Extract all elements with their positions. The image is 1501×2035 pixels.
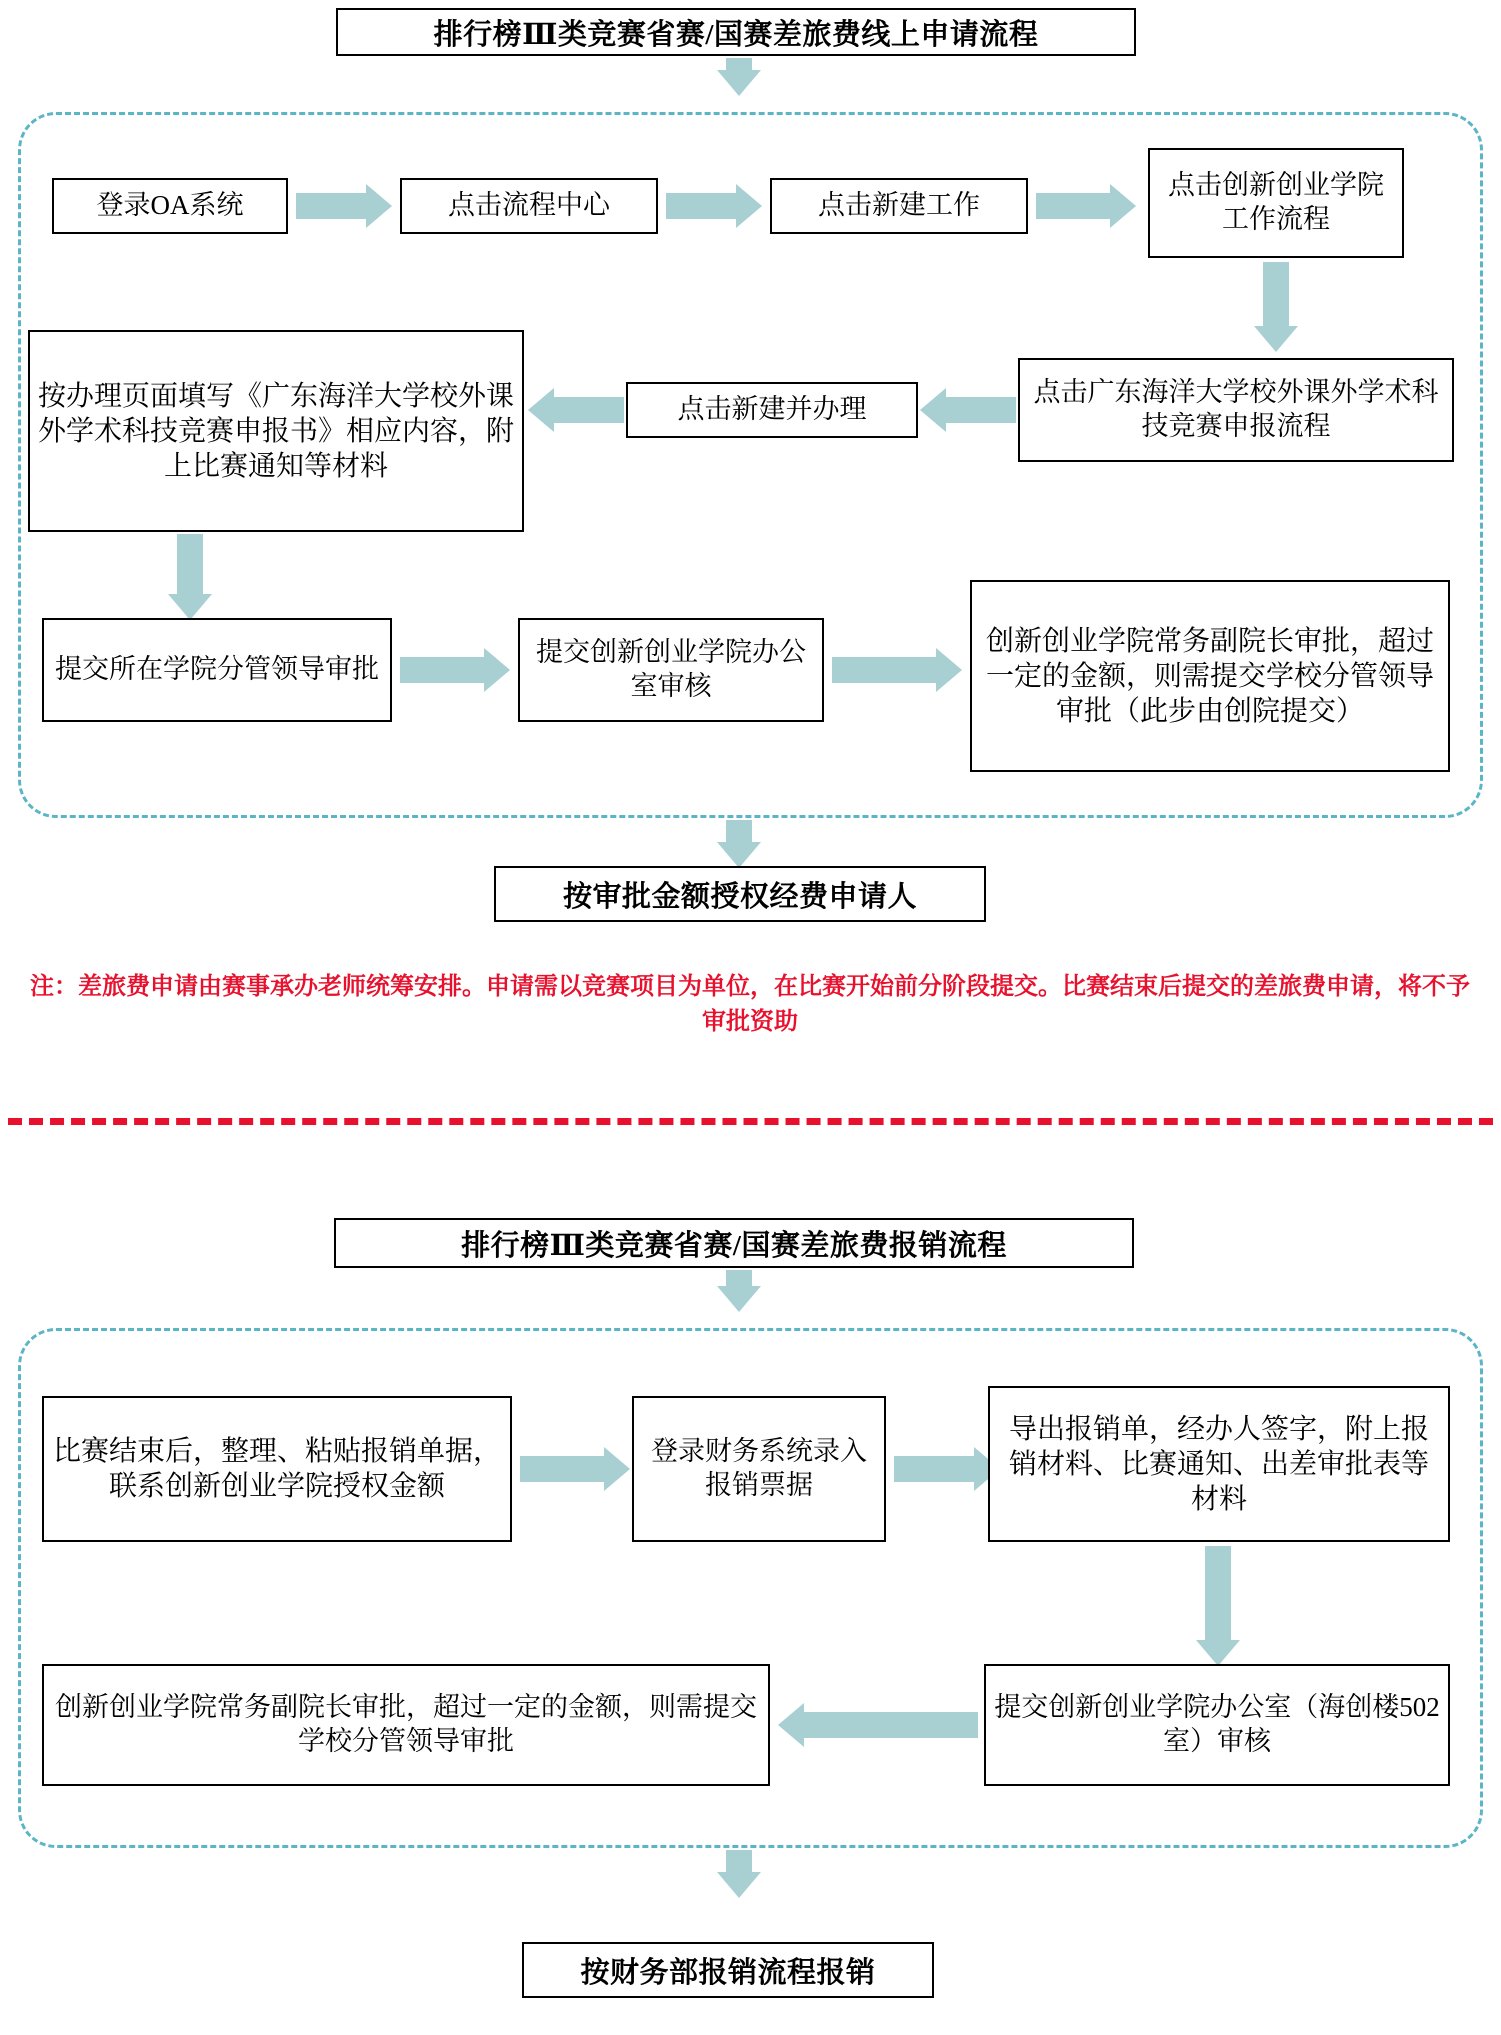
arrow-s1-2-to-s1-3: [666, 193, 762, 219]
section1-note: 注：差旅费申请由赛事承办老师统筹安排。申请需以竞赛项目为单位，在比赛开始前分阶段提交。比赛结束后提交的差旅费申请，将不予审批资助: [30, 974, 1470, 1035]
arrow-s1-3-to-s1-4: [1036, 193, 1136, 219]
arrow-s1-5-to-s1-6: [920, 397, 1016, 423]
step-competition-declaration-process: 点击广东海洋大学校外课外学术科技竞赛申报流程: [1018, 358, 1454, 462]
section2-title: 排行榜Ⅲ类竞赛省赛/国赛差旅费报销流程: [334, 1218, 1134, 1268]
step-innovation-office-review: 提交创新创业学院办公室审核: [518, 618, 824, 722]
section-divider: [8, 1118, 1493, 1125]
section1-title: 排行榜Ⅲ类竞赛省赛/国赛差旅费线上申请流程: [336, 8, 1136, 56]
step-new-work: 点击新建工作: [770, 178, 1028, 234]
arrow-s1-4-to-s1-5: [1254, 262, 1298, 352]
step-college-leader-approval: 提交所在学院分管领导审批: [42, 618, 392, 722]
step-deputy-dean-approval: 创新创业学院常务副院长审批，超过一定的金额，则需提交学校分管领导审批（此步由创院提交）: [970, 580, 1450, 772]
arrow-s2-1-to-s2-2: [520, 1456, 630, 1482]
arrow-s1-1-to-s1-2: [296, 193, 392, 219]
step-submit-innovation-office: 提交创新创业学院办公室（海创楼502室）审核: [984, 1664, 1450, 1786]
step-organize-receipts: 比赛结束后，整理、粘贴报销单据，联系创新创业学院授权金额: [42, 1396, 512, 1542]
step-innovation-college-process: 点击创新创业学院工作流程: [1148, 148, 1404, 258]
arrow-group2-to-outcome: [717, 1850, 761, 1898]
section2-outcome: 按财务部报销流程报销: [522, 1942, 934, 1998]
arrow-s2-2-to-s2-3: [894, 1456, 1000, 1482]
arrow-s1-9-to-s1-10: [832, 657, 962, 683]
arrow-group1-to-outcome: [717, 820, 761, 868]
section1-outcome: 按审批金额授权经费申请人: [494, 866, 986, 922]
step-login-oa: 登录OA系统: [52, 178, 288, 234]
step-process-center: 点击流程中心: [400, 178, 658, 234]
arrow-s2-4-to-s2-5: [778, 1712, 978, 1738]
step-deputy-dean-approval-reimbursement: 创新创业学院常务副院长审批，超过一定的金额，则需提交学校分管领导审批: [42, 1664, 770, 1786]
arrow-title1-to-group: [717, 58, 761, 96]
step-new-and-handle: 点击新建并办理: [626, 382, 918, 438]
step-export-reimbursement-form: 导出报销单，经办人签字，附上报销材料、比赛通知、出差审批表等材料: [988, 1386, 1450, 1542]
arrow-s1-8-to-s1-9: [400, 657, 510, 683]
arrow-s1-7-to-s1-8: [168, 534, 212, 620]
arrow-title2-to-group: [717, 1270, 761, 1312]
step-login-finance-system: 登录财务系统录入报销票据: [632, 1396, 886, 1542]
arrow-s2-3-to-s2-4: [1196, 1546, 1240, 1666]
arrow-s1-6-to-s1-7: [528, 397, 624, 423]
step-fill-application-form: 按办理页面填写《广东海洋大学校外课外学术科技竞赛申报书》相应内容，附上比赛通知等材料: [28, 330, 524, 532]
